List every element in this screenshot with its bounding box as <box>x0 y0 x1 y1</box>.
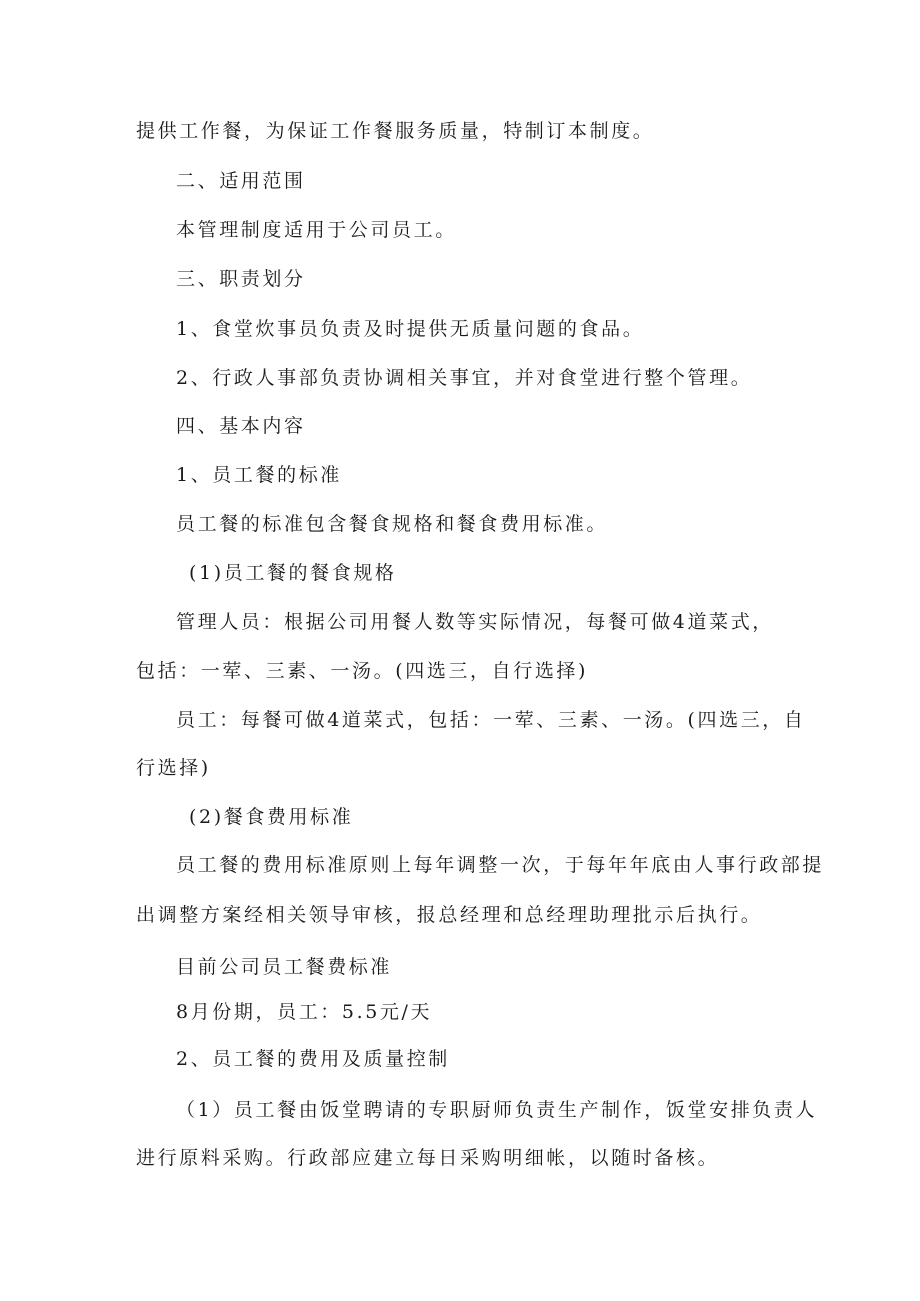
body-text-line: 员工餐的费用标准原则上每年调整一次，于每年年底由人事行政部提 <box>176 854 825 876</box>
subsection-heading: 1、员工餐的标准 <box>176 464 342 486</box>
body-text-line: 员工餐的标准包含餐食规格和餐食费用标准。 <box>176 513 609 535</box>
list-item: 2、行政人事部负责协调相关事宜，并对食堂进行整个管理。 <box>176 367 753 389</box>
body-text-line: 目前公司员工餐费标准 <box>176 956 393 978</box>
body-text-line: 出调整方案经相关领导审核，报总经理和总经理助理批示后执行。 <box>136 904 763 926</box>
subsection-heading: 2、员工餐的费用及质量控制 <box>176 1048 450 1070</box>
subsection-heading: (2)餐食费用标准 <box>189 806 354 828</box>
body-text-line: 行选择) <box>136 757 211 779</box>
section-heading: 二、适用范围 <box>176 170 306 192</box>
body-text-line: （1）员工餐由饭堂聘请的专职厨师负责生产制作，饭堂安排负责人 <box>176 1099 818 1121</box>
body-text-line: 员工：每餐可做4道菜式，包括：一荤、三素、一汤。(四选三，自 <box>176 709 806 731</box>
body-text-line: 本管理制度适用于公司员工。 <box>176 219 457 241</box>
body-text-line: 进行原料采购。行政部应建立每日采购明细帐，以随时备核。 <box>136 1147 720 1169</box>
subsection-heading: (1)员工餐的餐食规格 <box>189 562 397 584</box>
section-heading: 四、基本内容 <box>176 415 306 437</box>
body-text-line: 包括：一荤、三素、一汤。(四选三，自行选择) <box>136 660 589 682</box>
list-item: 1、食堂炊事员负责及时提供无质量问题的食品。 <box>176 318 645 340</box>
body-text-line: 提供工作餐，为保证工作餐服务质量，特制订本制度。 <box>136 120 655 142</box>
body-text-line: 管理人员：根据公司用餐人数等实际情况，每餐可做4道菜式， <box>176 611 774 633</box>
body-text-line: 8月份期，员工：5.5元/天 <box>176 1001 433 1023</box>
section-heading: 三、职责划分 <box>176 268 306 290</box>
